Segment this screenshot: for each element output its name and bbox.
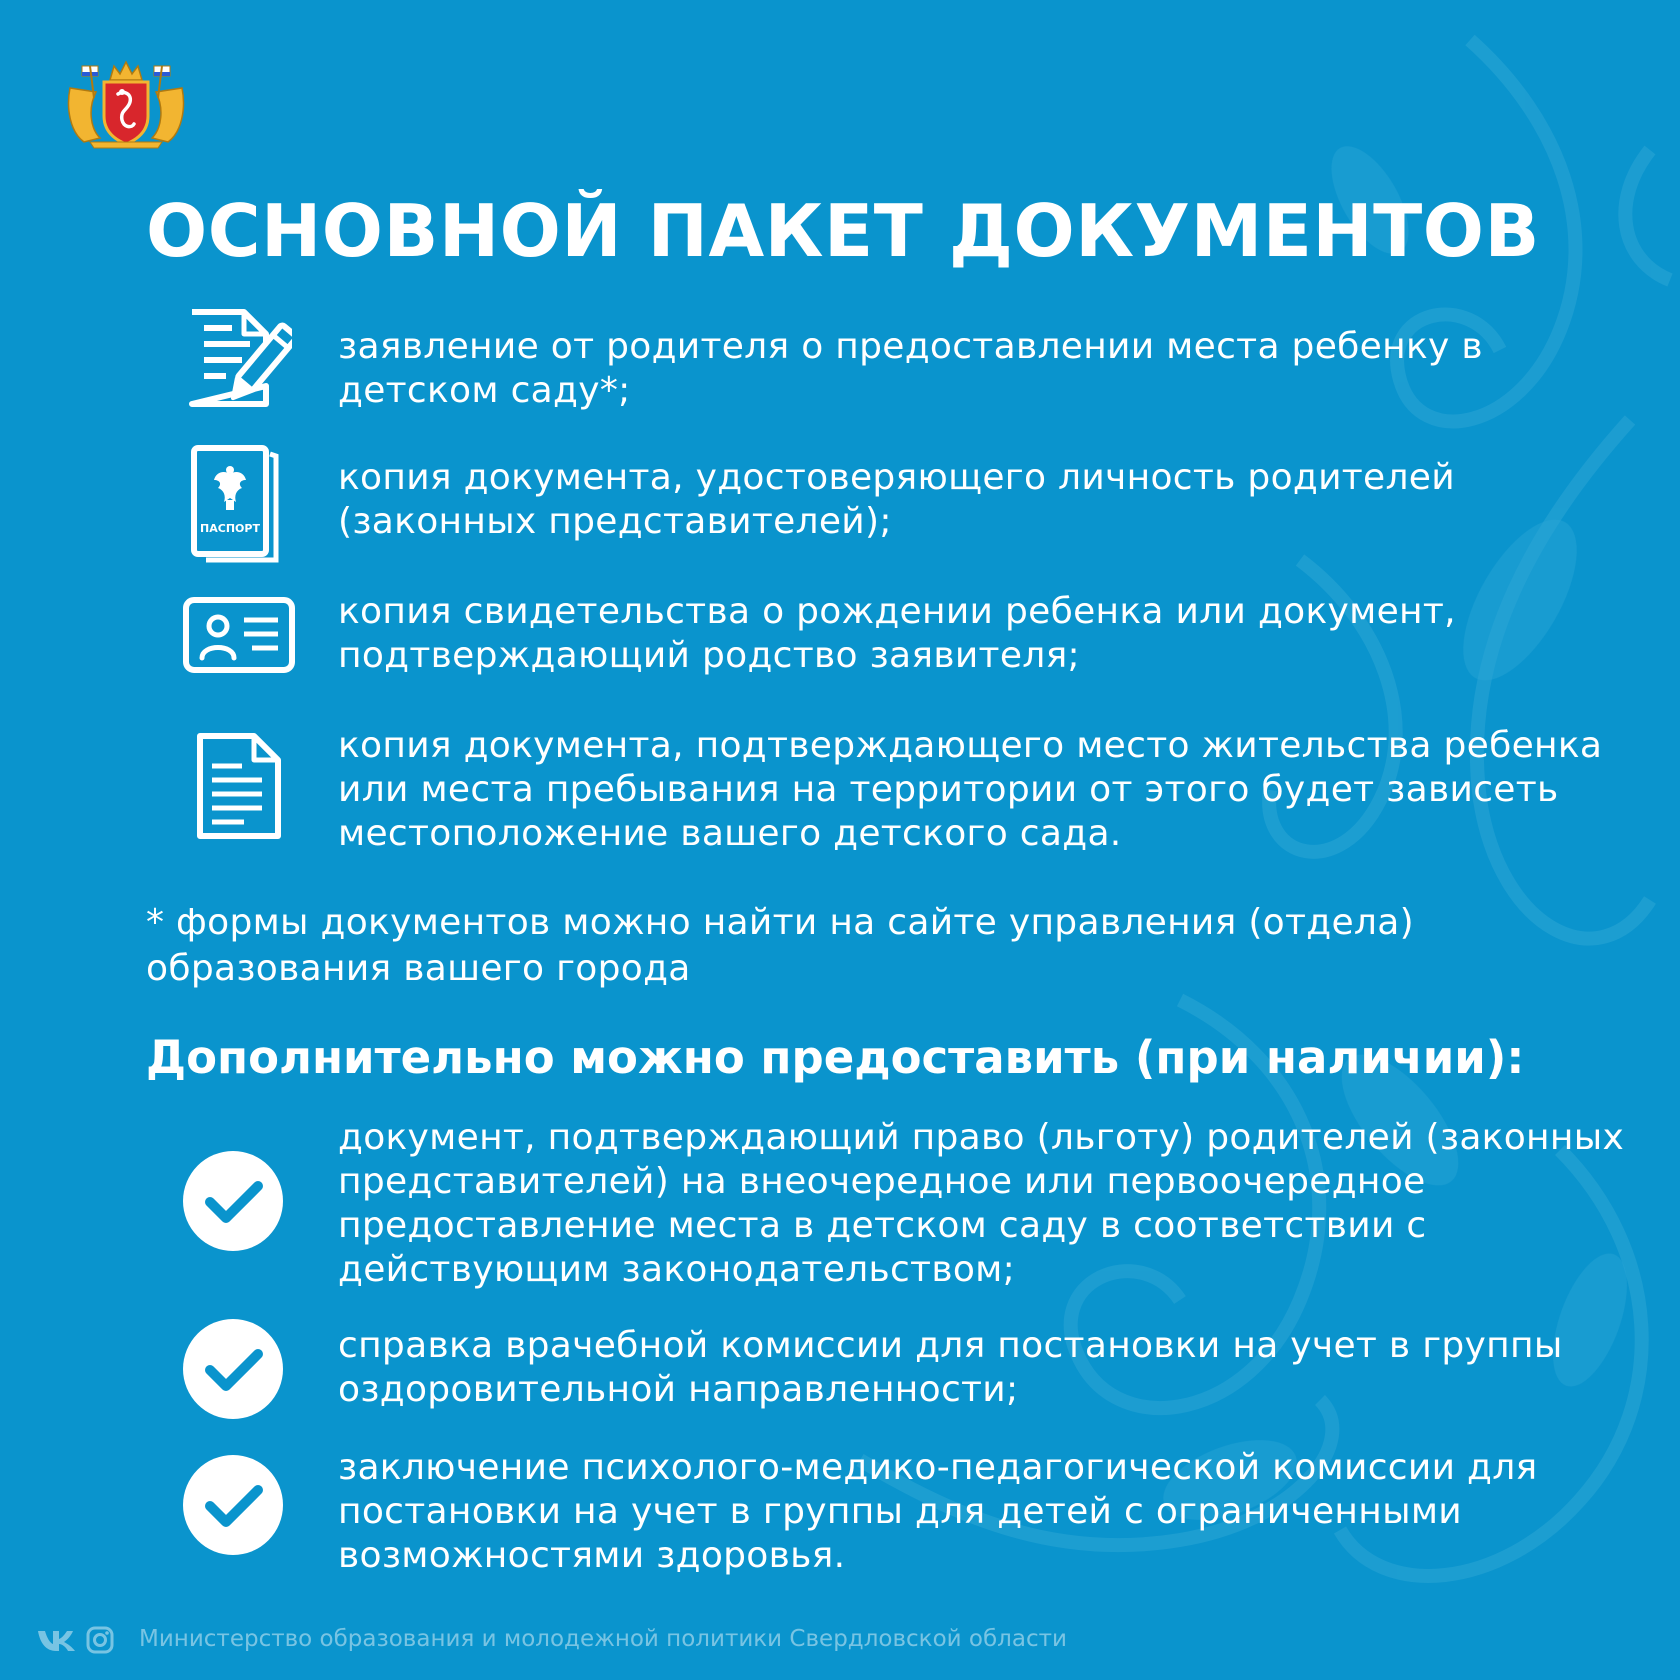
application-pen-icon <box>186 306 292 410</box>
item-text: справка врачебной комиссии для постановки на учет в группы оздоровительной направленности; <box>338 1325 1563 1410</box>
check-circle-icon <box>182 1318 284 1420</box>
vk-icon[interactable] <box>36 1628 78 1652</box>
ministry-name: Министерство образования и молодежной политики Свердловской области <box>139 1626 1067 1652</box>
item-text: документ, подтверждающий право (льготу) родителей (законных представителей) на внеочередное или первоочередное предоставление места в детском саду в соответствии с действующим законодательством; <box>338 1117 1625 1290</box>
item-text: копия документа, подтверждающего место жительства ребенка или места пребывания на территории от этого будет зависеть местоположение вашего детского сада. <box>338 725 1603 854</box>
page-title: ОСНОВНОЙ ПАКЕТ ДОКУМЕНТОВ <box>146 189 1540 273</box>
item-text: копия документа, удостоверяющего личность родителей (законных представителей); <box>338 457 1455 542</box>
footnote: * формы документов можно найти на сайте управления (отдела) образования вашего города <box>146 902 1414 989</box>
document-icon <box>196 732 282 840</box>
section-subtitle: Дополнительно можно предоставить (при наличии): <box>146 1031 1525 1084</box>
check-circle-icon <box>182 1150 284 1252</box>
id-card-icon <box>182 596 296 676</box>
coat-of-arms-emblem <box>66 58 186 150</box>
instagram-icon[interactable] <box>86 1626 114 1654</box>
passport-icon <box>190 444 286 566</box>
check-circle-icon <box>182 1454 284 1556</box>
item-text: заключение психолого-медико-педагогической комиссии для постановки на учет в группы для детей с ограниченными возможностями здоровья. <box>338 1447 1538 1576</box>
footer <box>0 1620 1680 1660</box>
item-text: копия свидетельства о рождении ребенка или документ, подтверждающий родство заявителя; <box>338 591 1456 676</box>
passport-badge: ПАСПОРТ <box>200 522 260 535</box>
item-text: заявление от родителя о предоставлении места ребенку в детском саду*; <box>338 326 1483 411</box>
